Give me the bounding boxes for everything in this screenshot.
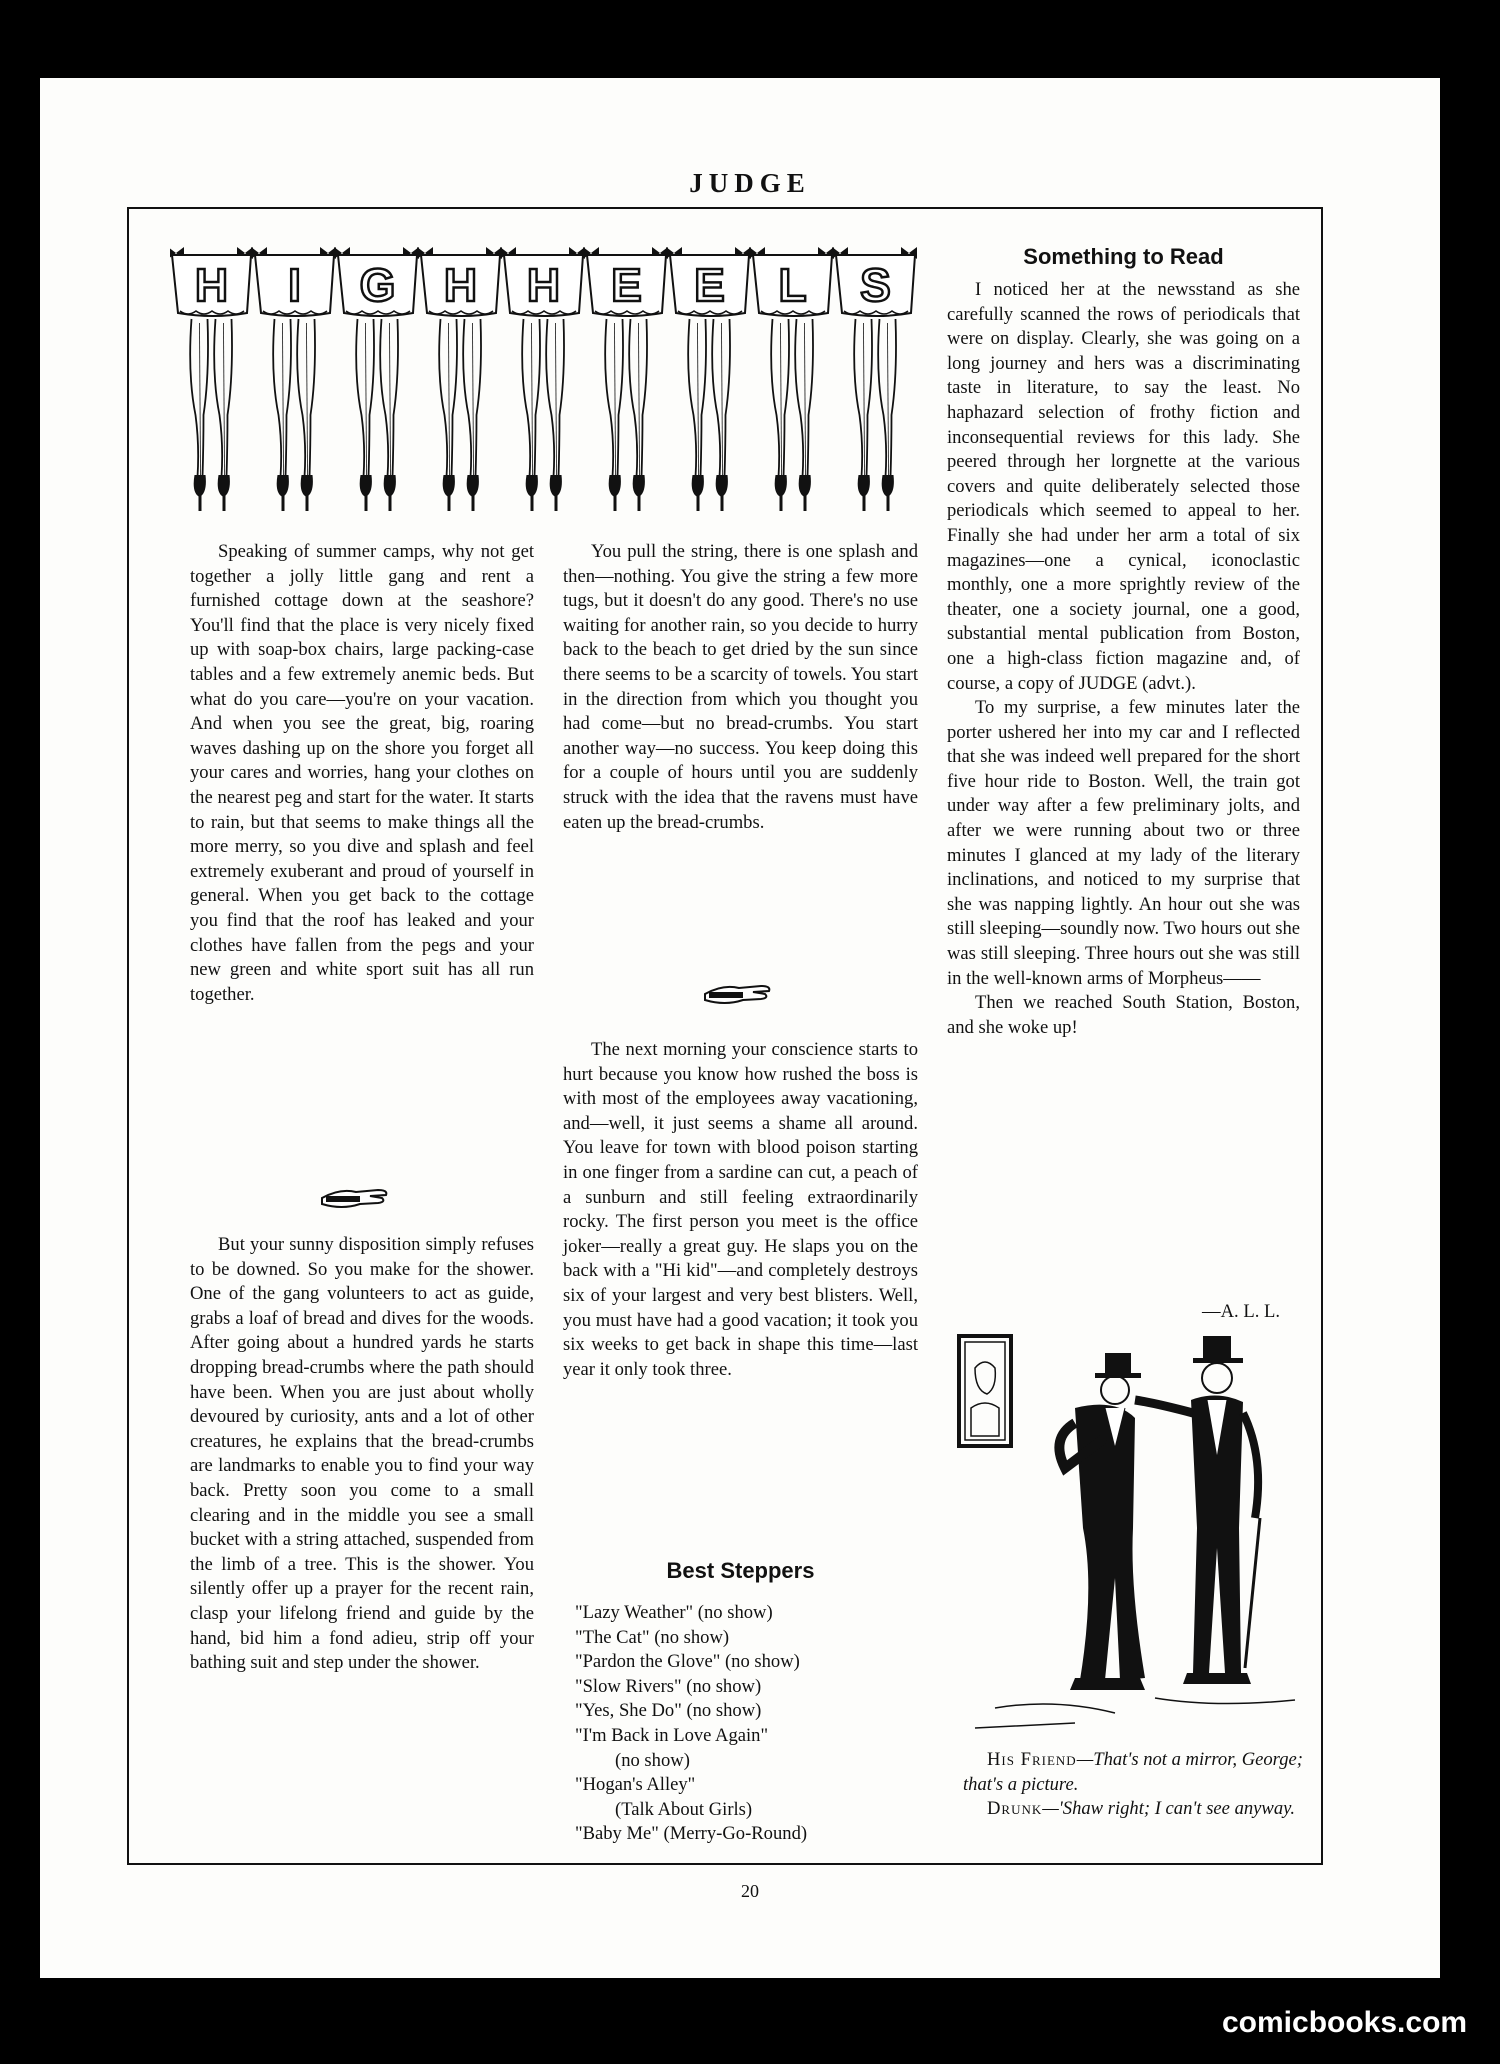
high-heels-letter-panel xyxy=(749,247,834,511)
pointing-hand-icon xyxy=(703,978,775,1010)
stepper-item: (Talk About Girls) xyxy=(615,1798,753,1820)
something-to-read-title: Something to Read xyxy=(1023,244,1224,269)
stepper-item: "Slow Rivers" (no show) xyxy=(575,1675,762,1697)
article-column-2 xyxy=(563,540,918,835)
article-paragraph: To my surprise, a few minutes later the porter ushered her into my car and I reflected that she was indeed well prepared for the short five hour ride to Boston. Well, the train got under way after a few preliminary jolts, and after we were running about two or three minutes I glanced at my lady of the literary inclinations, and noticed to my surprise that she was napping lightly. An hour out she was still sleeping—soundly now. Two hours out she was still sleeping. Three hours out she was still in the well-known arms of Morpheus—— xyxy=(947,697,1301,989)
article-column-1 xyxy=(190,540,534,1007)
high-heels-letter: H xyxy=(194,259,229,311)
stepper-item: "I'm Back in Love Again" xyxy=(575,1724,769,1746)
high-heels-letter: H xyxy=(526,259,561,311)
stepper-item: "Lazy Weather" (no show) xyxy=(575,1602,773,1623)
high-heels-letter-panel xyxy=(417,247,502,511)
caption-speaker: His Friend xyxy=(987,1749,1077,1770)
high-heels-letter-panel xyxy=(251,247,336,511)
watermark-logo: comicbooks.com xyxy=(1222,2006,1468,2039)
article-paragraph: The next morning your conscience starts to hurt because you know how rushed the boss is with most of the employees away vacationing, and—well, it just seems a shame all around. You leave for town with blood poison starting in one finger from a sardine can cut, a peach of a sunburn and still feeling extraordinarily rocky. The first person you meet is the office joker—really a great guy. He slaps you on the back with a "Hi kid"—and completely destroys six of your largest and very best blisters. Well, you must have had a good vacation; it took you six weeks to get back in shape this time—last year it only took three. xyxy=(563,1039,918,1380)
best-steppers-title: Best Steppers xyxy=(666,1558,815,1583)
page-number: 20 xyxy=(741,1881,759,1901)
stepper-item: "Baby Me" (Merry-Go-Round) xyxy=(575,1823,808,1845)
stepper-item: "Hogan's Alley" xyxy=(575,1774,696,1796)
masthead: JUDGE xyxy=(689,168,811,198)
high-heels-letter: E xyxy=(611,259,642,311)
article-paragraph: Then we reached South Station, Boston, and she woke up! xyxy=(947,992,1300,1038)
high-heels-letter: G xyxy=(359,259,396,311)
signoff: —A. L. L. xyxy=(1202,1301,1280,1322)
caption-speaker: Drunk xyxy=(987,1798,1043,1820)
article-paragraph: You pull the string, there is one splash and then—nothing. You give the string a few more tugs, but it doesn't do any good. There's no use waiting for another rain, so you decide to hurry back to the beach to get dried by the sun since there seems to be a scarcity of towels. You start in the direction from which you thought you had come—but no bread-crumbs. You start another way—no success. You keep doing this for a couple of hours until you are suddenly struck with the idea that the ravens must have eaten up the bread-crumbs. xyxy=(563,541,918,833)
caption-line: —'Shaw right; I can't see anyway. xyxy=(1042,1798,1296,1820)
high-heels-letter-panel xyxy=(170,247,253,511)
high-heels-letter: H xyxy=(443,259,478,311)
high-heels-banner xyxy=(170,245,920,515)
cartoon-caption xyxy=(963,1748,1318,1822)
high-heels-letter-panel xyxy=(832,247,917,511)
article-column-2-continued xyxy=(563,1038,918,1382)
article-paragraph: I noticed her at the newsstand as she carefully scanned the rows of periodicals that were on display. Clearly, she was going on a long journey and hers was a discriminating taste in literature, to say the least. No haphazard selection of frothy fiction and inconsequential reviews for this lady. She peered through her lorgnette at the various covers and quite deliberately selected those periodicals which seemed to appeal to her. Finally she had under her arm a total of six magazines—one a cynical, iconoclastic monthly, one a more sprightly review of the theater, one a society journal, one a good, substantial mental publication from Boston, one a high-class fiction magazine and, of course, a copy of JUDGE (advt.). xyxy=(947,279,1300,694)
something-to-read-column xyxy=(947,278,1300,1040)
article-paragraph: Speaking of summer camps, why not get together a jolly little gang and rent a furnished cottage down at the seashore? You'll find that the place is very nicely fixed up with soap-box chairs, large packing-case tables and a few extremely anemic beds. But what do you care—you're on your vacation. And when you see the great, big, roaring waves dashing up on the shore you forget all your cares and worries, hang your clothes on the nearest peg and start for the water. It starts to rain, but that seems to make things all the more merry, so you dive and splash and feel extremely exuberant and proud of yourself in general. When you get back to the cottage you find that the roof has leaked and your clothes have fallen from the pegs and your new green and white sport suit has all run together. xyxy=(190,541,534,1005)
stepper-item: "Pardon the Glove" (no show) xyxy=(575,1651,800,1673)
high-heels-letter-panel xyxy=(500,247,585,511)
article-column-1-continued xyxy=(190,1233,534,1676)
pointing-hand-icon xyxy=(320,1182,392,1214)
high-heels-letter: L xyxy=(778,259,807,311)
caption-line: —That's not a mirror, George; that's a picture. xyxy=(963,1749,1303,1795)
stepper-item: "Yes, She Do" (no show) xyxy=(575,1700,762,1722)
high-heels-letter: E xyxy=(694,259,725,311)
stepper-item: (no show) xyxy=(615,1749,690,1771)
high-heels-letter-panel xyxy=(583,247,668,511)
cartoon-illustration xyxy=(955,1328,1320,1746)
article-paragraph: But your sunny disposition simply refuses to be downed. So you make for the shower. One of the gang volunteers to act as guide, grabs a loaf of bread and dives for the woods. After going about a hundred yards he starts dropping bread-crumbs where the path should have been. When you are just about wholly devoured by curiosity, ants and a lot of other creatures, he explains that the bread-crumbs are landmarks to enable you to find your way back. Pretty soon you come to a small clearing and in the middle you see a small bucket with a string attached, suspended from the limb of a tree. This is the shower. You silently offer up a prayer for the recent rain, clasp your lifelong friend and guide by the hand, bid him a fond adieu, strip off your bathing suit and step under the shower. xyxy=(190,1234,534,1674)
high-heels-letter: I xyxy=(288,259,301,311)
high-heels-letter-panel xyxy=(666,247,751,511)
high-heels-letter: S xyxy=(860,259,891,311)
high-heels-letter-panel xyxy=(334,247,419,511)
best-steppers-list xyxy=(575,1601,925,1847)
stepper-item: "The Cat" (no show) xyxy=(575,1626,730,1648)
